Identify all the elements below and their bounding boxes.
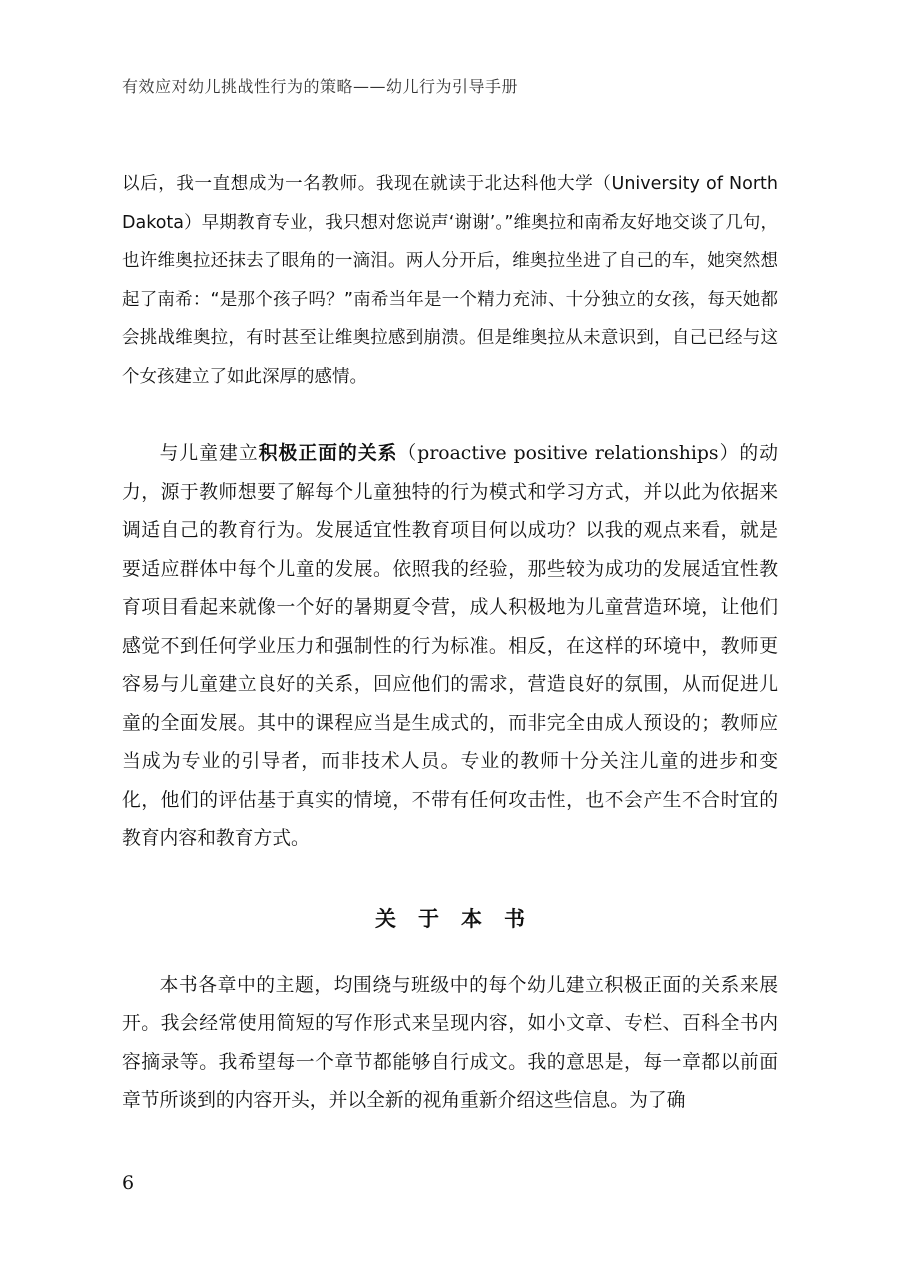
paragraph-relationships	[122, 434, 778, 859]
paragraph-about-book: 本书各章中的主题，均围绕与班级中的每个幼儿建立积极正面的关系来展开。我会经常使用简短的写作形式来呈现内容，如小文章、专栏、百科全书内容摘录等。我希望每一个章节都能够自行成文。我的意思是，每一章都以前面章节所谈到的内容开头，并以全新的视角重新介绍这些信息。为了确	[122, 974, 778, 1111]
paragraph-body-text: （proactive positive relationships）的动力，源于教师想要了解每个儿童独特的行为模式和学习方式，并以此为依据来调适自己的教育行为。发展适宜性教育项目何以成功？以我的观点来看，就是要适应群体中每个儿童的发展。依照我的经验，那些较为成功的发展适宜性教育项目看起来就像一个好的暑期夏令营，成人积极地为儿童营造环境，让他们感觉不到任何学业压力和强制性的行为标准。相反，在这样的环境中，教师更容易与儿童建立良好的关系，回应他们的需求，营造良好的氛围，从而促进儿童的全面发展。其中的课程应当是生成式的，而非完全由成人预设的；教师应当成为专业的引导者，而非技术人员。专业的教师十分关注儿童的进步和变化，他们的评估基于真实的情境，不带有任何攻击性，也不会产生不合时宜的教育内容和教育方式。	[122, 443, 779, 849]
paragraph-continued: 以后，我一直想成为一名教师。我现在就读于北达科他大学（University of North Dakota）早期教育专业，我只想对您说声‘谢谢’。”维奥拉和南希友好地交谈了几句，也许维奥拉还抹去了眼角的一滴泪。两人分开后，维奥拉坐进了自己的车，她突然想起了南希：“是那个孩子吗？”南希当年是一个精力充沛、十分独立的女孩，每天她都会挑战维奥拉，有时甚至让维奥拉感到崩溃。但是维奥拉从未意识到，自己已经与这个女孩建立了如此深厚的感情。	[122, 174, 778, 387]
bold-term-proactive-relationships: 积极正面的关系	[258, 442, 398, 464]
paragraph-gap	[122, 396, 778, 434]
paragraph-lead-text: 与儿童建立	[159, 443, 259, 464]
page-body	[122, 165, 778, 1121]
section-heading-about-this-book: 关于本书	[375, 906, 547, 931]
running-header: 有效应对幼儿挑战性行为的策略——幼儿行为引导手册	[122, 77, 519, 96]
page-number: 6	[122, 1172, 135, 1194]
